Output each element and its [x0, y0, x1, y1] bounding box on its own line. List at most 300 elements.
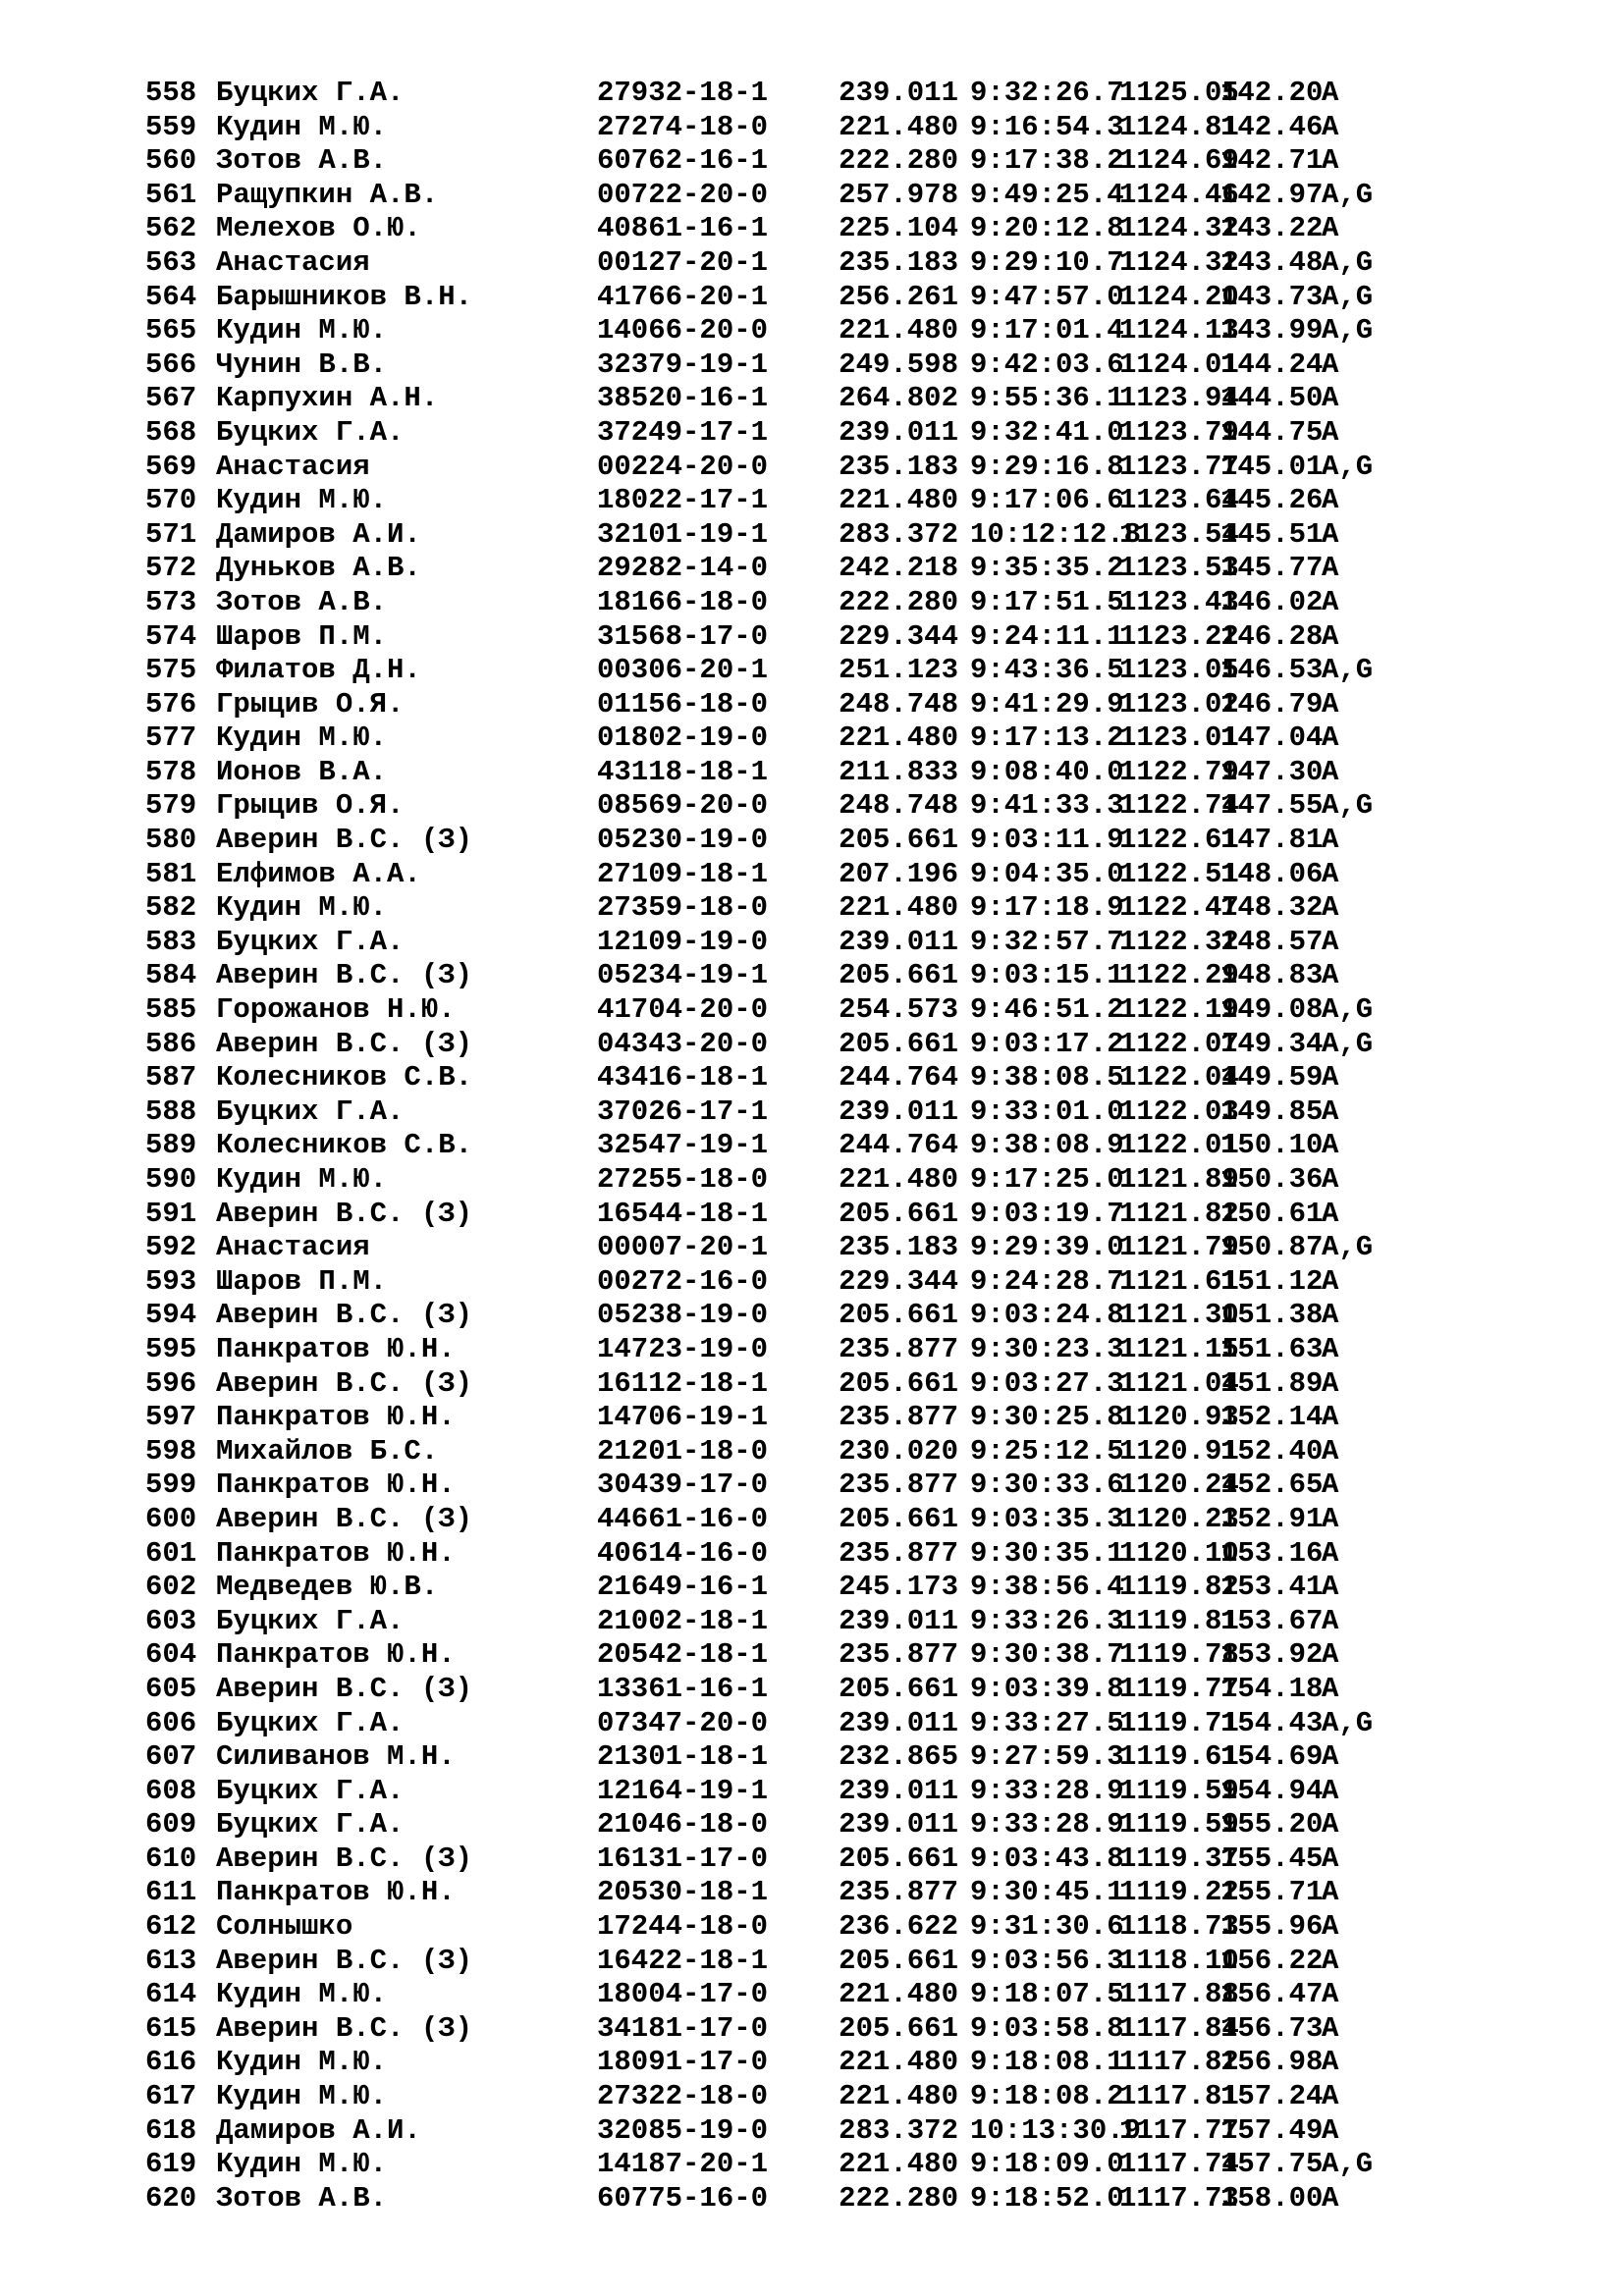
ring-number: 21201-18-0: [597, 1434, 769, 1468]
distance: 244.764: [839, 1129, 958, 1162]
table-row: [145, 1571, 1540, 1605]
flags: A: [1322, 1910, 1339, 1944]
points: 143.99: [1220, 314, 1324, 347]
place-number: 603: [145, 1604, 197, 1637]
fancier-name: Кудин М.Ю.: [216, 2080, 388, 2113]
arrival-time: 9:30:25.8: [970, 1401, 1124, 1434]
distance: 205.661: [839, 1197, 958, 1230]
distance: 230.020: [839, 1434, 958, 1468]
arrival-time: 9:03:11.9: [970, 824, 1124, 857]
distance: 222.280: [839, 2181, 958, 2215]
fancier-name: Михайлов Б.С.: [216, 1434, 439, 1468]
place-number: 569: [145, 450, 197, 483]
distance: 235.877: [839, 1536, 958, 1570]
flags: A: [1322, 110, 1339, 143]
arrival-time: 9:29:39.0: [970, 1231, 1124, 1264]
flags: A: [1322, 1095, 1339, 1128]
fancier-name: Анастасия: [216, 245, 370, 279]
speed: 1122.32: [1119, 925, 1239, 958]
points: 156.47: [1220, 1978, 1324, 2011]
place-number: 565: [145, 314, 197, 347]
place-number: 587: [145, 1061, 197, 1095]
table-row: [145, 1945, 1540, 1979]
flags: A: [1322, 1197, 1339, 1230]
ring-number: 29282-14-0: [597, 552, 769, 585]
flags: A: [1322, 77, 1339, 109]
arrival-time: 9:18:08.2: [970, 2080, 1124, 2113]
place-number: 558: [145, 77, 197, 109]
flags: A: [1322, 891, 1339, 925]
ring-number: 60762-16-1: [597, 144, 769, 178]
flags: A,G: [1322, 654, 1374, 687]
arrival-time: 9:33:27.5: [970, 1706, 1124, 1739]
place-number: 585: [145, 993, 197, 1027]
points: 156.22: [1220, 1944, 1324, 1977]
table-row: [145, 993, 1540, 1028]
place-number: 564: [145, 280, 197, 313]
speed: 1117.77: [1119, 2113, 1239, 2147]
flags: A: [1322, 2046, 1339, 2079]
distance: 235.877: [839, 1332, 958, 1365]
fancier-name: Филатов Д.Н.: [216, 654, 421, 687]
speed: 1124.81: [1119, 110, 1239, 143]
arrival-time: 10:12:12.8: [970, 517, 1142, 551]
points: 153.92: [1220, 1638, 1324, 1672]
fancier-name: Анастасия: [216, 450, 370, 483]
flags: A,G: [1322, 1027, 1374, 1060]
speed: 1122.61: [1119, 824, 1239, 857]
points: 157.24: [1220, 2080, 1324, 2113]
arrival-time: 9:17:18.9: [970, 891, 1124, 925]
results-table: [145, 77, 1540, 2216]
points: 151.63: [1220, 1332, 1324, 1365]
flags: A,G: [1322, 1231, 1374, 1264]
table-row: [145, 721, 1540, 756]
speed: 1119.77: [1119, 1672, 1239, 1705]
distance: 207.196: [839, 857, 958, 890]
points: 146.79: [1220, 687, 1324, 721]
flags: A: [1322, 1468, 1339, 1502]
ring-number: 18166-18-0: [597, 585, 769, 618]
ring-number: 32085-19-0: [597, 2113, 769, 2147]
ring-number: 21301-18-1: [597, 1740, 769, 1774]
place-number: 568: [145, 415, 197, 449]
fancier-name: Аверин В.С. (З): [216, 1366, 473, 1400]
ring-number: 05238-19-0: [597, 1299, 769, 1332]
points: 149.08: [1220, 993, 1324, 1027]
distance: 239.011: [839, 415, 958, 449]
flags: A: [1322, 824, 1339, 857]
ring-number: 27255-18-0: [597, 1163, 769, 1196]
speed: 1119.82: [1119, 1571, 1239, 1604]
arrival-time: 9:33:28.9: [970, 1808, 1124, 1842]
points: 149.34: [1220, 1027, 1324, 1060]
distance: 232.865: [839, 1740, 958, 1774]
flags: A: [1322, 1502, 1339, 1535]
distance: 235.183: [839, 450, 958, 483]
arrival-time: 9:17:51.5: [970, 585, 1124, 618]
arrival-time: 9:03:15.1: [970, 959, 1124, 992]
place-number: 559: [145, 110, 197, 143]
fancier-name: Барышников В.Н.: [216, 280, 473, 313]
points: 144.75: [1220, 415, 1324, 449]
flags: A: [1322, 925, 1339, 958]
table-row: [145, 281, 1540, 315]
flags: A,G: [1322, 245, 1374, 279]
arrival-time: 9:18:08.1: [970, 2046, 1124, 2079]
points: 145.01: [1220, 450, 1324, 483]
distance: 256.261: [839, 280, 958, 313]
ring-number: 17244-18-0: [597, 1910, 769, 1944]
ring-number: 41766-20-1: [597, 280, 769, 313]
ring-number: 18022-17-1: [597, 484, 769, 517]
arrival-time: 9:03:58.8: [970, 2011, 1124, 2045]
table-row: [145, 1842, 1540, 1877]
distance: 222.280: [839, 144, 958, 178]
ring-number: 16544-18-1: [597, 1197, 769, 1230]
fancier-name: Шаров П.М.: [216, 1264, 388, 1298]
flags: A: [1322, 382, 1339, 415]
flags: A: [1322, 347, 1339, 381]
flags: A: [1322, 1129, 1339, 1162]
speed: 1117.88: [1119, 1978, 1239, 2011]
ring-number: 60775-16-0: [597, 2181, 769, 2215]
speed: 1121.89: [1119, 1163, 1239, 1196]
speed: 1122.29: [1119, 959, 1239, 992]
fancier-name: Кудин М.Ю.: [216, 2148, 388, 2181]
distance: 205.661: [839, 1502, 958, 1535]
flags: A: [1322, 2181, 1339, 2215]
table-row: [145, 144, 1540, 179]
points: 144.50: [1220, 382, 1324, 415]
flags: A: [1322, 1163, 1339, 1196]
place-number: 593: [145, 1264, 197, 1298]
table-row: [145, 926, 1540, 960]
arrival-time: 9:33:28.9: [970, 1774, 1124, 1807]
place-number: 608: [145, 1774, 197, 1807]
ring-number: 00127-20-1: [597, 245, 769, 279]
distance: 221.480: [839, 110, 958, 143]
points: 155.20: [1220, 1808, 1324, 1842]
ring-number: 08569-20-0: [597, 789, 769, 823]
ring-number: 32547-19-1: [597, 1129, 769, 1162]
distance: 239.011: [839, 77, 958, 109]
arrival-time: 9:32:57.7: [970, 925, 1124, 958]
speed: 1119.59: [1119, 1774, 1239, 1807]
place-number: 619: [145, 2148, 197, 2181]
fancier-name: Панкратов Ю.Н.: [216, 1876, 456, 1909]
ring-number: 41704-20-0: [597, 993, 769, 1027]
flags: A,G: [1322, 1706, 1374, 1739]
distance: 248.748: [839, 789, 958, 823]
distance: 221.480: [839, 2046, 958, 2079]
arrival-time: 9:17:06.6: [970, 484, 1124, 517]
arrival-time: 9:03:24.8: [970, 1299, 1124, 1332]
fancier-name: Зотов А.В.: [216, 144, 388, 178]
distance: 254.573: [839, 993, 958, 1027]
points: 155.71: [1220, 1876, 1324, 1909]
speed: 1123.43: [1119, 585, 1239, 618]
speed: 1124.13: [1119, 314, 1239, 347]
table-row: [145, 2114, 1540, 2149]
fancier-name: Панкратов Ю.Н.: [216, 1401, 456, 1434]
place-number: 613: [145, 1944, 197, 1977]
speed: 1120.93: [1119, 1401, 1239, 1434]
flags: A: [1322, 552, 1339, 585]
distance: 205.661: [839, 1842, 958, 1875]
place-number: 571: [145, 517, 197, 551]
flags: A: [1322, 2113, 1339, 2147]
speed: 1122.51: [1119, 857, 1239, 890]
place-number: 607: [145, 1740, 197, 1774]
distance: 236.622: [839, 1910, 958, 1944]
distance: 239.011: [839, 1808, 958, 1842]
points: 158.00: [1220, 2181, 1324, 2215]
place-number: 601: [145, 1536, 197, 1570]
table-row: [145, 111, 1540, 145]
table-row: [145, 1095, 1540, 1130]
place-number: 563: [145, 245, 197, 279]
fancier-name: Кудин М.Ю.: [216, 484, 388, 517]
speed: 1119.71: [1119, 1706, 1239, 1739]
distance: 229.344: [839, 619, 958, 653]
flags: A,G: [1322, 178, 1374, 211]
flags: A: [1322, 1944, 1339, 1977]
table-row: [145, 824, 1540, 858]
distance: 239.011: [839, 1604, 958, 1637]
distance: 225.104: [839, 212, 958, 245]
table-row: [145, 518, 1540, 553]
points: 154.43: [1220, 1706, 1324, 1739]
distance: 221.480: [839, 1978, 958, 2011]
distance: 205.661: [839, 959, 958, 992]
table-row: [145, 1910, 1540, 1945]
ring-number: 00306-20-1: [597, 654, 769, 687]
table-row: [145, 2046, 1540, 2080]
points: 153.41: [1220, 1571, 1324, 1604]
fancier-name: Аверин В.С. (З): [216, 2011, 473, 2045]
fancier-name: Аверин В.С. (З): [216, 1944, 473, 1977]
distance: 248.748: [839, 687, 958, 721]
flags: A,G: [1322, 2148, 1374, 2181]
distance: 221.480: [839, 1163, 958, 1196]
speed: 1120.91: [1119, 1434, 1239, 1468]
flags: A: [1322, 1366, 1339, 1400]
place-number: 588: [145, 1095, 197, 1128]
flags: A: [1322, 517, 1339, 551]
ring-number: 21046-18-0: [597, 1808, 769, 1842]
place-number: 590: [145, 1163, 197, 1196]
distance: 205.661: [839, 824, 958, 857]
fancier-name: Чунин В.В.: [216, 347, 388, 381]
place-number: 561: [145, 178, 197, 211]
table-row: [145, 1673, 1540, 1707]
points: 145.26: [1220, 484, 1324, 517]
arrival-time: 9:38:56.4: [970, 1571, 1124, 1604]
ring-number: 30439-17-0: [597, 1468, 769, 1502]
place-number: 586: [145, 1027, 197, 1060]
points: 144.24: [1220, 347, 1324, 381]
arrival-time: 9:30:23.3: [970, 1332, 1124, 1365]
flags: A: [1322, 687, 1339, 721]
ring-number: 44661-16-0: [597, 1502, 769, 1535]
flags: A: [1322, 959, 1339, 992]
fancier-name: Мелехов О.Ю.: [216, 212, 421, 245]
arrival-time: 9:27:59.3: [970, 1740, 1124, 1774]
speed: 1123.22: [1119, 619, 1239, 653]
speed: 1122.01: [1119, 1129, 1239, 1162]
distance: 235.183: [839, 1231, 958, 1264]
speed: 1125.05: [1119, 77, 1239, 109]
distance: 245.173: [839, 1571, 958, 1604]
fancier-name: Аверин В.С. (З): [216, 1842, 473, 1875]
place-number: 610: [145, 1842, 197, 1875]
table-row: [145, 1503, 1540, 1537]
place-number: 562: [145, 212, 197, 245]
points: 142.71: [1220, 144, 1324, 178]
table-row: [145, 891, 1540, 926]
place-number: 579: [145, 789, 197, 823]
arrival-time: 9:18:09.0: [970, 2148, 1124, 2181]
arrival-time: 9:35:35.2: [970, 552, 1124, 585]
distance: 205.661: [839, 1027, 958, 1060]
speed: 1117.74: [1119, 2148, 1239, 2181]
flags: A: [1322, 755, 1339, 788]
arrival-time: 9:30:35.1: [970, 1536, 1124, 1570]
place-number: 576: [145, 687, 197, 721]
distance: 205.661: [839, 1944, 958, 1977]
arrival-time: 9:30:45.1: [970, 1876, 1124, 1909]
table-row: [145, 246, 1540, 281]
fancier-name: Кудин М.Ю.: [216, 1163, 388, 1196]
arrival-time: 9:04:35.0: [970, 857, 1124, 890]
table-row: [145, 620, 1540, 655]
points: 142.46: [1220, 110, 1324, 143]
table-row: [145, 1198, 1540, 1232]
points: 151.89: [1220, 1366, 1324, 1400]
arrival-time: 9:47:57.0: [970, 280, 1124, 313]
table-row: [145, 1537, 1540, 1572]
place-number: 567: [145, 382, 197, 415]
ring-number: 00224-20-0: [597, 450, 769, 483]
ring-number: 14187-20-1: [597, 2148, 769, 2181]
ring-number: 20530-18-1: [597, 1876, 769, 1909]
place-number: 578: [145, 755, 197, 788]
place-number: 612: [145, 1910, 197, 1944]
fancier-name: Буцких Г.А.: [216, 925, 405, 958]
fancier-name: Дамиров А.И.: [216, 2113, 421, 2147]
fancier-name: Грыцив О.Я.: [216, 789, 405, 823]
flags: A: [1322, 1061, 1339, 1095]
points: 156.73: [1220, 2011, 1324, 2045]
speed: 1122.74: [1119, 789, 1239, 823]
place-number: 584: [145, 959, 197, 992]
distance: 205.661: [839, 2011, 958, 2045]
speed: 1119.78: [1119, 1638, 1239, 1672]
points: 143.73: [1220, 280, 1324, 313]
fancier-name: Дамиров А.И.: [216, 517, 421, 551]
points: 152.65: [1220, 1468, 1324, 1502]
flags: A: [1322, 1672, 1339, 1705]
arrival-time: 9:33:26.3: [970, 1604, 1124, 1637]
place-number: 618: [145, 2113, 197, 2147]
table-row: [145, 756, 1540, 790]
distance: 205.661: [839, 1366, 958, 1400]
arrival-time: 9:38:08.5: [970, 1061, 1124, 1095]
table-row: [145, 1740, 1540, 1775]
table-row: [145, 688, 1540, 722]
flags: A: [1322, 1978, 1339, 2011]
points: 145.51: [1220, 517, 1324, 551]
arrival-time: 9:17:38.2: [970, 144, 1124, 178]
distance: 221.480: [839, 721, 958, 755]
ring-number: 14066-20-0: [597, 314, 769, 347]
fancier-name: Панкратов Ю.Н.: [216, 1332, 456, 1365]
arrival-time: 9:42:03.6: [970, 347, 1124, 381]
ring-number: 34181-17-0: [597, 2011, 769, 2045]
speed: 1117.73: [1119, 2181, 1239, 2215]
flags: A: [1322, 144, 1339, 178]
flags: A: [1322, 857, 1339, 890]
arrival-time: 9:41:33.3: [970, 789, 1124, 823]
fancier-name: Зотов А.В.: [216, 2181, 388, 2215]
distance: 205.661: [839, 1299, 958, 1332]
ring-number: 27932-18-1: [597, 77, 769, 109]
arrival-time: 9:46:51.2: [970, 993, 1124, 1027]
place-number: 570: [145, 484, 197, 517]
table-row: [145, 314, 1540, 348]
flags: A: [1322, 721, 1339, 755]
arrival-time: 9:17:01.4: [970, 314, 1124, 347]
fancier-name: Кудин М.Ю.: [216, 1978, 388, 2011]
ring-number: 00272-16-0: [597, 1264, 769, 1298]
distance: 229.344: [839, 1264, 958, 1298]
flags: A: [1322, 484, 1339, 517]
fancier-name: Панкратов Ю.Н.: [216, 1638, 456, 1672]
ring-number: 05230-19-0: [597, 824, 769, 857]
distance: 221.480: [839, 891, 958, 925]
fancier-name: Ращупкин А.В.: [216, 178, 439, 211]
points: 147.55: [1220, 789, 1324, 823]
distance: 221.480: [839, 2080, 958, 2113]
speed: 1124.32: [1119, 212, 1239, 245]
distance: 235.877: [839, 1638, 958, 1672]
fancier-name: Кудин М.Ю.: [216, 891, 388, 925]
speed: 1123.54: [1119, 517, 1239, 551]
table-row: [145, 2080, 1540, 2114]
speed: 1121.04: [1119, 1366, 1239, 1400]
ring-number: 20542-18-1: [597, 1638, 769, 1672]
place-number: 605: [145, 1672, 197, 1705]
distance: 239.011: [839, 1095, 958, 1128]
ring-number: 40614-16-0: [597, 1536, 769, 1570]
distance: 221.480: [839, 314, 958, 347]
table-row: [145, 77, 1540, 111]
fancier-name: Аверин В.С. (З): [216, 1299, 473, 1332]
flags: A: [1322, 1774, 1339, 1807]
ring-number: 27109-18-1: [597, 857, 769, 890]
arrival-time: 9:03:35.3: [970, 1502, 1124, 1535]
ring-number: 00007-20-1: [597, 1231, 769, 1264]
place-number: 575: [145, 654, 197, 687]
place-number: 614: [145, 1978, 197, 2011]
fancier-name: Аверин В.С. (З): [216, 959, 473, 992]
table-row: [145, 1129, 1540, 1163]
ring-number: 31568-17-0: [597, 619, 769, 653]
points: 152.40: [1220, 1434, 1324, 1468]
place-number: 577: [145, 721, 197, 755]
points: 149.59: [1220, 1061, 1324, 1095]
